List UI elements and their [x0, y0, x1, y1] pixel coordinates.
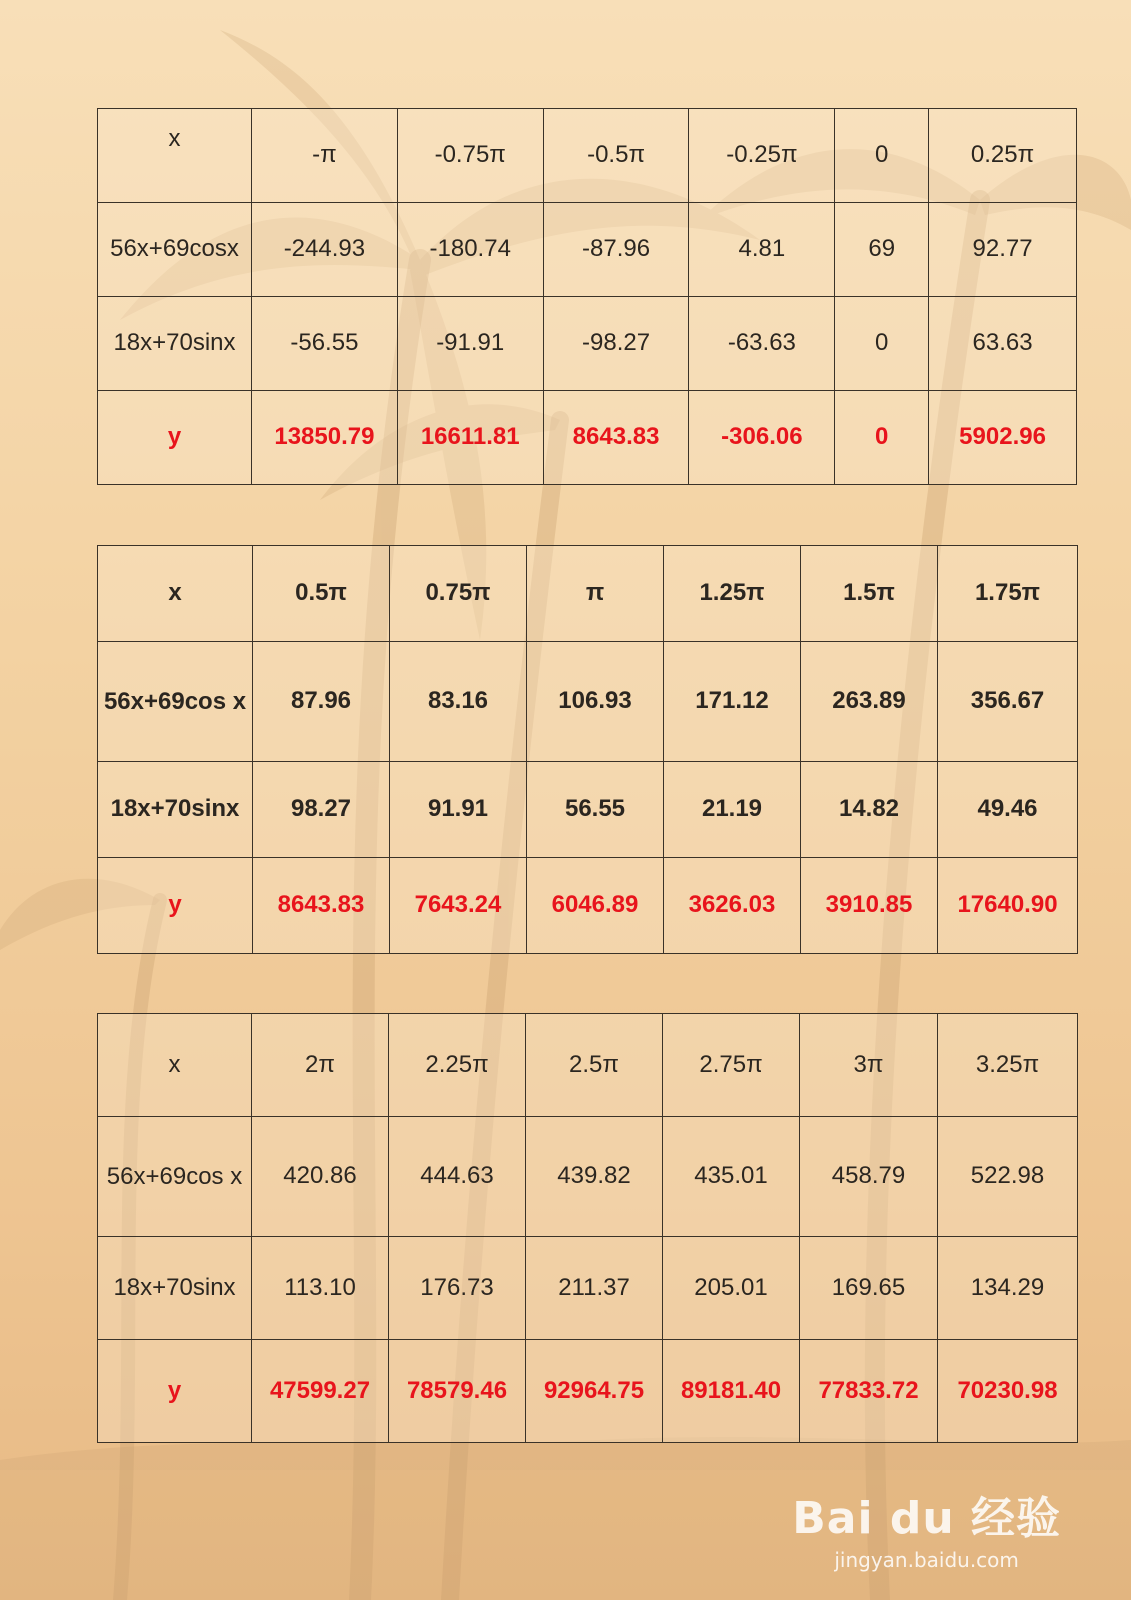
cell-value: 106.93	[527, 642, 664, 762]
watermark-url: jingyan.baidu.com	[834, 1548, 1019, 1572]
cell-value: 4.81	[689, 203, 835, 297]
cell-value: 435.01	[663, 1117, 800, 1237]
cell-value: 458.79	[800, 1117, 938, 1237]
cell-value: 439.82	[526, 1117, 663, 1237]
x-value: 2.5π	[526, 1014, 663, 1117]
x-value: π	[527, 546, 664, 642]
cell-value: 176.73	[389, 1237, 526, 1340]
cell-value: -87.96	[543, 203, 689, 297]
table-row-x	[98, 546, 1078, 642]
x-value: 0	[835, 109, 929, 203]
x-value: 1.75π	[938, 546, 1078, 642]
cell-value: 98.27	[253, 762, 390, 858]
x-value: 0.25π	[929, 109, 1077, 203]
table-row-y	[98, 858, 1078, 954]
table-row-x	[98, 1014, 1078, 1117]
table-row-cos	[98, 642, 1078, 762]
x-value: 3.25π	[938, 1014, 1078, 1117]
cell-value: 134.29	[938, 1237, 1078, 1340]
table-row-y	[98, 1340, 1078, 1443]
x-value: 0.75π	[390, 546, 527, 642]
y-value: 13850.79	[251, 391, 397, 485]
cell-value: 63.63	[929, 297, 1077, 391]
y-value: 0	[835, 391, 929, 485]
y-value: 5902.96	[929, 391, 1077, 485]
y-value: 78579.46	[389, 1340, 526, 1443]
row-label-cos: 56x+69cos x	[103, 687, 247, 715]
row-label-y: y	[98, 391, 252, 485]
y-value: 92964.75	[526, 1340, 663, 1443]
y-value: 70230.98	[938, 1340, 1078, 1443]
table-row-cos	[98, 1117, 1078, 1237]
cell-value: 444.63	[389, 1117, 526, 1237]
row-label-x: x	[98, 109, 252, 203]
y-value: 77833.72	[800, 1340, 938, 1443]
y-value: 8643.83	[253, 858, 390, 954]
cell-value: 21.19	[664, 762, 801, 858]
row-label-sin: 18x+70sinx	[98, 1237, 252, 1340]
y-value: 8643.83	[543, 391, 689, 485]
x-value: 0.5π	[253, 546, 390, 642]
cell-value: 211.37	[526, 1237, 663, 1340]
cell-value: 263.89	[801, 642, 938, 762]
row-label-sin: 18x+70sinx	[98, 297, 252, 391]
cell-value: 83.16	[390, 642, 527, 762]
cell-value: 0	[835, 297, 929, 391]
cell-value: -56.55	[251, 297, 397, 391]
x-value: -0.5π	[543, 109, 689, 203]
cell-value: 171.12	[664, 642, 801, 762]
row-label-cos: 56x+69cos x	[106, 1162, 243, 1190]
data-table-1	[97, 108, 1077, 485]
x-value: 2.25π	[389, 1014, 526, 1117]
table-row-sin	[98, 297, 1077, 391]
cell-value: -91.91	[397, 297, 543, 391]
row-label-sin: 18x+70sinx	[98, 762, 253, 858]
cell-value: 69	[835, 203, 929, 297]
y-value: 17640.90	[938, 858, 1078, 954]
x-value: 2π	[252, 1014, 389, 1117]
cell-value: 14.82	[801, 762, 938, 858]
table-row-x	[98, 109, 1077, 203]
cell-value: 420.86	[252, 1117, 389, 1237]
y-value: 3626.03	[664, 858, 801, 954]
row-label-x: x	[98, 546, 253, 642]
cell-value: 49.46	[938, 762, 1078, 858]
x-value: 2.75π	[663, 1014, 800, 1117]
cell-value: 56.55	[527, 762, 664, 858]
watermark-brand: Bai du 经验	[792, 1493, 1061, 1544]
x-value: -0.25π	[689, 109, 835, 203]
y-value: 7643.24	[390, 858, 527, 954]
cell-value: -180.74	[397, 203, 543, 297]
row-label-y: y	[98, 1340, 252, 1443]
x-value: -π	[251, 109, 397, 203]
x-value: 1.25π	[664, 546, 801, 642]
y-value: 47599.27	[252, 1340, 389, 1443]
x-value: -0.75π	[397, 109, 543, 203]
y-value: 16611.81	[397, 391, 543, 485]
data-table-2	[97, 545, 1078, 954]
baidu-jingyan-watermark	[792, 1482, 1061, 1572]
cell-value: 356.67	[938, 642, 1078, 762]
cell-value: 92.77	[929, 203, 1077, 297]
table-row-sin	[98, 762, 1078, 858]
table-row-sin	[98, 1237, 1078, 1340]
y-value: 3910.85	[801, 858, 938, 954]
cell-value: -98.27	[543, 297, 689, 391]
cell-value: 522.98	[938, 1117, 1078, 1237]
table-row-y	[98, 391, 1077, 485]
cell-value: 169.65	[800, 1237, 938, 1340]
y-value: 89181.40	[663, 1340, 800, 1443]
cell-value: 205.01	[663, 1237, 800, 1340]
cell-value: 113.10	[252, 1237, 389, 1340]
row-label-x: x	[98, 1014, 252, 1117]
y-value: 6046.89	[527, 858, 664, 954]
cell-value: 91.91	[390, 762, 527, 858]
row-label-cos: 56x+69cosx	[98, 203, 252, 297]
cell-value: -244.93	[251, 203, 397, 297]
row-label-y: y	[98, 858, 253, 954]
x-value: 1.5π	[801, 546, 938, 642]
data-table-3	[97, 1013, 1078, 1443]
cell-value: 87.96	[253, 642, 390, 762]
x-value: 3π	[800, 1014, 938, 1117]
y-value: -306.06	[689, 391, 835, 485]
table-row-cos	[98, 203, 1077, 297]
cell-value: -63.63	[689, 297, 835, 391]
